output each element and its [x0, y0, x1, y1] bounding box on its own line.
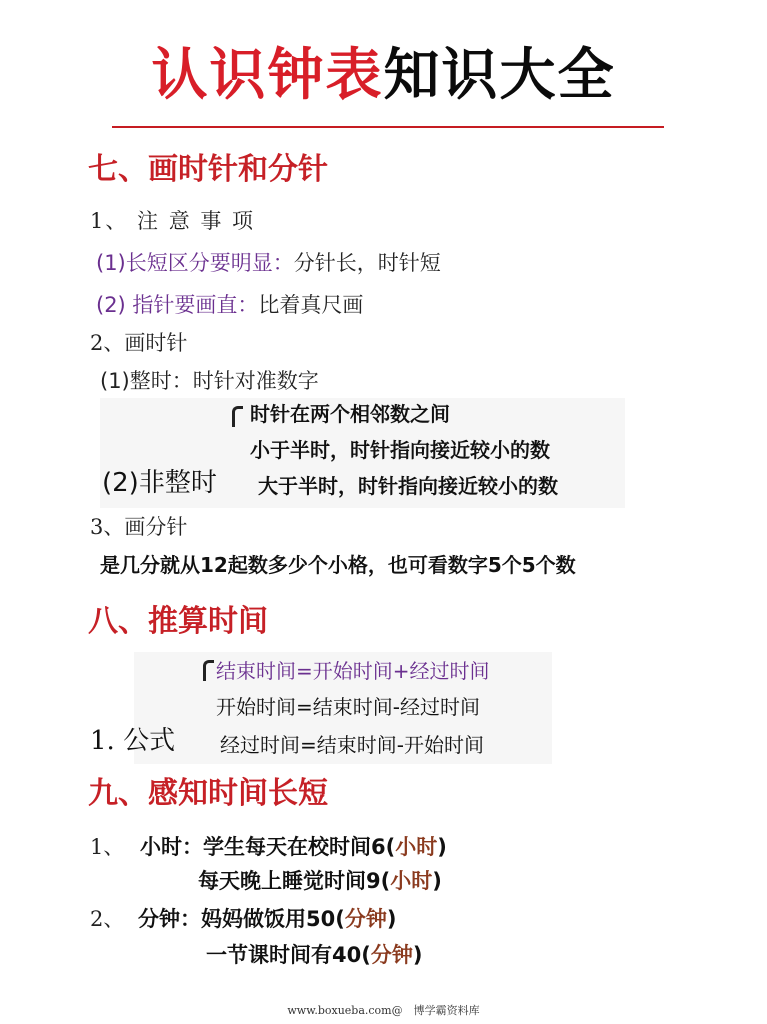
item-2-line-1 [138, 904, 396, 934]
note-2-prefix: (2) 指针要画直： [96, 293, 259, 317]
non-whole-item-3: 大于半时，时针指向接近较小的数 [258, 474, 558, 498]
item-2-line-2-suffix: ) [412, 943, 423, 967]
formula-3: 经过时间=结束时间-开始时间 [220, 733, 484, 757]
note-2-suffix: 比着真尺画 [258, 293, 364, 317]
item-2-line-1-prefix: 分钟：妈妈做饭用50( [138, 907, 345, 931]
hour-hand-title: 2、画时针 [90, 331, 188, 355]
section-8-heading: 八、推算时间 [88, 604, 268, 639]
item-2-number: 2、 [90, 907, 125, 931]
footer-watermark: www.boxueba.com@ 博学霸资料库 [287, 1004, 480, 1017]
item-2-line-2-unit: 分钟 [370, 943, 413, 967]
formula-label: 1. 公式 [90, 726, 176, 756]
item-1-number: 1、 [90, 835, 125, 859]
item-1-line-2-unit: 小时 [390, 869, 433, 893]
non-whole-hour-label: (2)非整时 [102, 468, 217, 498]
page-title [0, 38, 767, 114]
item-1-line-1-unit: 小时 [395, 835, 438, 859]
non-whole-item-2: 小于半时，时针指向接近较小的数 [250, 438, 550, 462]
formula-1: 结束时间=开始时间+经过时间 [216, 659, 490, 683]
brace-icon [203, 660, 214, 681]
item-1-line-1 [140, 832, 447, 862]
item-1-line-2-prefix: 每天晚上睡觉时间9( [198, 869, 391, 893]
note-1 [96, 248, 441, 278]
note-1-prefix: (1)长短区分要明显： [96, 251, 294, 275]
brace-icon [232, 406, 243, 427]
whole-hour-rule: (1)整时：时针对准数字 [100, 369, 319, 393]
item-2-line-1-unit: 分钟 [344, 907, 387, 931]
section-7-heading: 七、画时针和分针 [88, 152, 328, 187]
item-1-line-1-suffix: ) [437, 835, 447, 859]
non-whole-item-1: 时针在两个相邻数之间 [250, 402, 450, 426]
minute-hand-text: 是几分就从12起数多少个小格，也可看数字5个5个数 [100, 553, 576, 577]
note-1-suffix: 分针长，时针短 [293, 251, 441, 275]
notes-title: 1、 注 意 事 项 [90, 209, 256, 233]
item-2-line-2 [206, 940, 422, 970]
section-9-heading: 九、感知时间长短 [88, 776, 328, 811]
item-2-line-1-suffix: ) [386, 907, 397, 931]
item-2-line-2-prefix: 一节课时间有40( [206, 943, 371, 967]
minute-hand-title: 3、画分针 [90, 515, 188, 539]
note-2 [96, 290, 363, 320]
item-1-line-1-prefix: 小时：学生每天在校时间6( [140, 835, 396, 859]
title-black-part: 知识大全 [383, 43, 616, 108]
item-1-line-2-suffix: ) [432, 869, 442, 893]
formula-2: 开始时间=结束时间-经过时间 [216, 695, 480, 719]
title-red-part: 认识钟表 [151, 43, 384, 108]
item-1-line-2 [198, 866, 442, 896]
title-divider [112, 126, 664, 128]
